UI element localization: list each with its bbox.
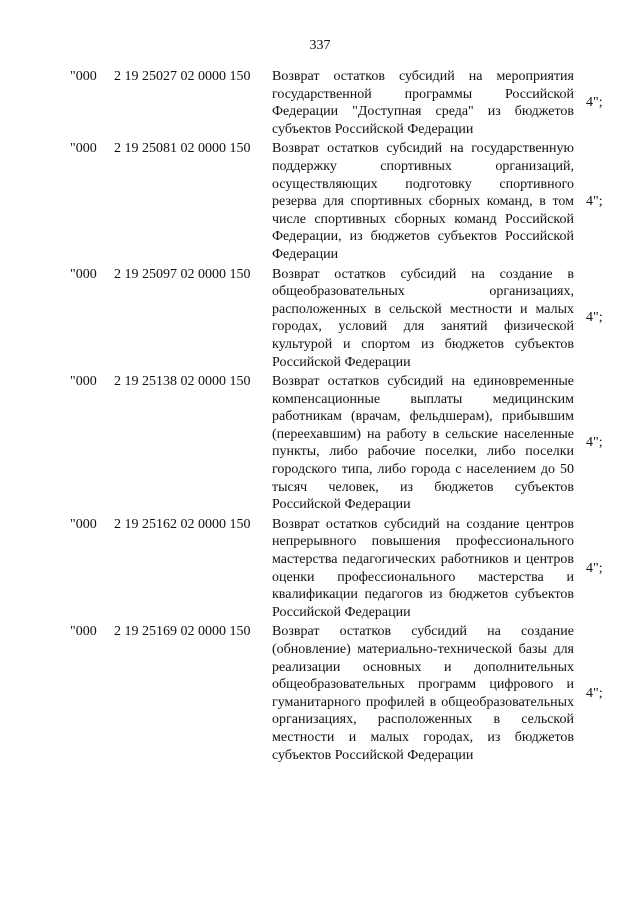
- row-suffix: 4";: [586, 685, 603, 701]
- budget-code: 2 19 25162 02 0000 150: [114, 516, 251, 532]
- budget-code: 2 19 25097 02 0000 150: [114, 266, 251, 282]
- row-suffix: 4";: [586, 435, 603, 451]
- budget-code: 2 19 25081 02 0000 150: [114, 141, 251, 157]
- row-suffix: 4";: [586, 194, 603, 210]
- row-prefix: "000: [70, 516, 97, 532]
- row-description: Возврат остатков субсидий на государственную поддержку спортивных организаций, осуществляющих подготовку спортивного резерва для спортивных сборных команд, в том числе спортивных сборных команд Российской Федерации, из бюджетов субъектов Российской Федерации: [272, 141, 574, 262]
- budget-code: 2 19 25027 02 0000 150: [114, 69, 251, 84]
- table-row: [0, 373, 640, 514]
- table-row: [0, 516, 640, 622]
- budget-code: 2 19 25169 02 0000 150: [114, 624, 251, 640]
- row-prefix: "000: [70, 374, 97, 390]
- code-table: [0, 68, 640, 766]
- table-row: [0, 140, 640, 263]
- table-row: [0, 266, 640, 372]
- row-suffix: 4";: [586, 560, 603, 576]
- row-description: Возврат остатков субсидий на создание центров непрерывного повышения профессионального мастерства педагогических работников и центров оценки профессионального мастерства и квалификации педагогов из бюджетов субъектов Российской Федерации: [272, 516, 574, 620]
- row-prefix: "000: [70, 69, 97, 84]
- row-prefix: "000: [70, 624, 97, 640]
- row-description: Возврат остатков субсидий на создание в общеобразовательных организациях, расположенных в сельской местности и малых городах, условий для занятий физической культурой и спортом из бюджетов субъектов Российской Федерации: [272, 266, 574, 370]
- budget-code: 2 19 25138 02 0000 150: [114, 374, 251, 390]
- page-number: 337: [309, 38, 331, 53]
- row-prefix: "000: [70, 141, 97, 157]
- row-description: Возврат остатков субсидий на единовременные компенсационные выплаты медицинским работникам (врачам, фельдшерам), прибывшим (переехавшим) на работу в сельские населенные пункты, либо рабочие поселки, либо поселки городского типа, либо города с населением до 50 тысяч человек, из бюджетов субъектов Российской Федерации: [272, 374, 574, 513]
- row-prefix: "000: [70, 266, 97, 282]
- table-row: [0, 68, 640, 138]
- row-description: Возврат остатков субсидий на мероприятия государственной программы Российской Федерации "Доступная среда" из бюджетов субъектов Российской Федерации: [272, 69, 574, 137]
- table-row: [0, 623, 640, 764]
- row-suffix: 4";: [586, 95, 603, 111]
- row-description: Возврат остатков субсидий на создание (обновление) материально-технической базы для реализации основных и дополнительных общеобразовательных программ цифрового и гуманитарного профилей в общеобразовательных организациях, расположенных в сельской местности и малых городах, из бюджетов субъектов Российской Федерации: [272, 624, 574, 763]
- row-suffix: 4";: [586, 310, 603, 326]
